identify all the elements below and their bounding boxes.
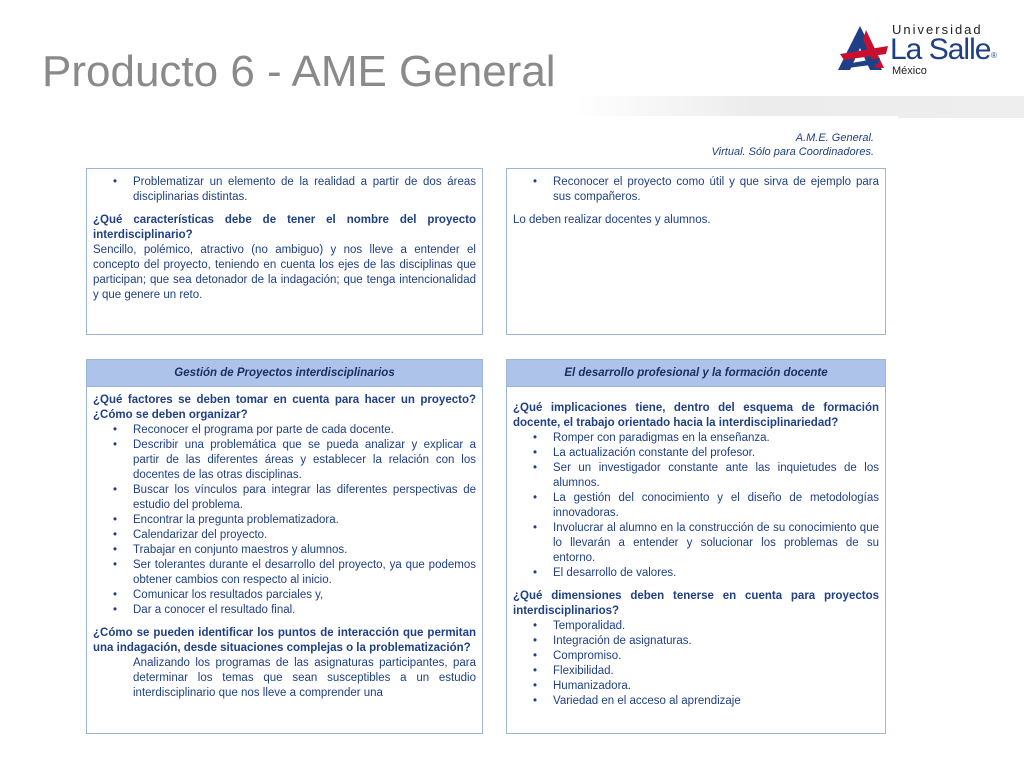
panel-heading: El desarrollo profesional y la formación docente	[507, 360, 885, 387]
lasalle-star-icon	[836, 24, 890, 74]
document-image	[84, 116, 898, 738]
list-item: • Describir una problemática que se pueda analizar y explicar a partir de las diferentes áreas y establecer la relación con los docentes de las otras disciplinas.	[93, 438, 476, 483]
panel-text: Lo deben realizar docentes y alumnos.	[513, 214, 711, 226]
list-item: • Comunicar los resultados parciales y,	[93, 588, 476, 603]
list-item: • Variedad en el acceso al aprendizaje	[513, 694, 879, 709]
question: ¿Qué implicaciones tiene, dentro del esquema de formación docente, el trabajo orientado hacia la interdisciplinariedad?	[513, 402, 879, 429]
bullet-list	[513, 175, 879, 205]
question: ¿Cómo se pueden identificar los puntos de interacción que permitan una indagación, desde situaciones complejas o la problematización?	[93, 627, 476, 654]
logo-lasalle: La Salle	[890, 33, 991, 66]
bullet-list	[513, 431, 879, 581]
list-item: • Reconocer el proyecto como útil y que sirva de ejemplo para sus compañeros.	[513, 175, 879, 205]
list-item: • Problematizar un elemento de la realidad a partir de dos áreas disciplinarias distintas.	[93, 175, 476, 205]
list-item: • Ser un investigador constante ante las inquietudes de los alumnos.	[513, 461, 879, 491]
panel-gestion-proyectos	[86, 359, 483, 734]
decorative-band	[575, 96, 1024, 118]
list-item: • La actualización constante del profesor.	[513, 446, 879, 461]
answer: Sencillo, polémico, atractivo (no ambiguo) y nos lleve a entender el concepto del proyecto, teniendo en cuenta los ejes de las disciplinas que participan; que sea detonador de la indagación; que tenga intencionalidad y que genere un reto.	[93, 244, 476, 301]
bullet-list	[93, 423, 476, 618]
answer: Analizando los programas de las asignaturas participantes, para determinar los temas que sean susceptibles a un estudio interdisciplinario que nos lleve a comprender una	[133, 657, 476, 699]
panel-desarrollo-profesional	[506, 359, 886, 734]
list-item: • Reconocer el programa por parte de cada docente.	[93, 423, 476, 438]
slide-title: Producto 6 - AME General	[42, 47, 556, 96]
list-item: • Temporalidad.	[513, 619, 879, 634]
list-item: • El desarrollo de valores.	[513, 566, 879, 581]
logo-universidad: Universidad	[892, 22, 983, 37]
list-item: • La gestión del conocimiento y el diseño de metodologías innovadoras.	[513, 491, 879, 521]
logo-registered: ®	[991, 51, 997, 60]
list-item: • Flexibilidad.	[513, 664, 879, 679]
header-note-line1: A.M.E. General.	[795, 132, 874, 144]
bullet-list	[93, 175, 476, 205]
list-item: • Involucrar al alumno en la construcción de su conocimiento que lo llevarán a entender y solucionar los problemas de su entorno.	[513, 521, 879, 566]
panel-reconocer	[506, 168, 886, 335]
list-item: • Trabajar en conjunto maestros y alumnos.	[93, 543, 476, 558]
list-item: • Integración de asignaturas.	[513, 634, 879, 649]
list-item: • Ser tolerantes durante el desarrollo del proyecto, ya que podemos obtener cambios con respecto al inicio.	[93, 558, 476, 588]
header-note	[712, 131, 874, 159]
question: ¿Qué características debe de tener el nombre del proyecto interdisciplinario?	[93, 214, 476, 241]
header-note-line2: Virtual. Sólo para Coordinadores.	[711, 146, 874, 158]
logo-mexico: México	[892, 65, 927, 77]
question: ¿Qué factores se deben tomar en cuenta para hacer un proyecto? ¿Cómo se deben organizar?	[93, 394, 476, 421]
list-item: • Buscar los vínculos para integrar las diferentes perspectivas de estudio del problema.	[93, 483, 476, 513]
bullet-list	[513, 619, 879, 709]
question: ¿Qué dimensiones deben tenerse en cuenta para proyectos interdisciplinarios?	[513, 590, 879, 617]
list-item: • Encontrar la pregunta problematizadora.	[93, 513, 476, 528]
panel-problematizar	[86, 168, 483, 335]
list-item: • Romper con paradigmas en la enseñanza.	[513, 431, 879, 446]
list-item: • Compromiso.	[513, 649, 879, 664]
university-logo	[836, 22, 1006, 82]
panel-heading: Gestión de Proyectos interdisciplinarios	[87, 360, 482, 387]
list-item: • Humanizadora.	[513, 679, 879, 694]
list-item: • Calendarizar del proyecto.	[93, 528, 476, 543]
list-item: • Dar a conocer el resultado final.	[93, 603, 476, 618]
